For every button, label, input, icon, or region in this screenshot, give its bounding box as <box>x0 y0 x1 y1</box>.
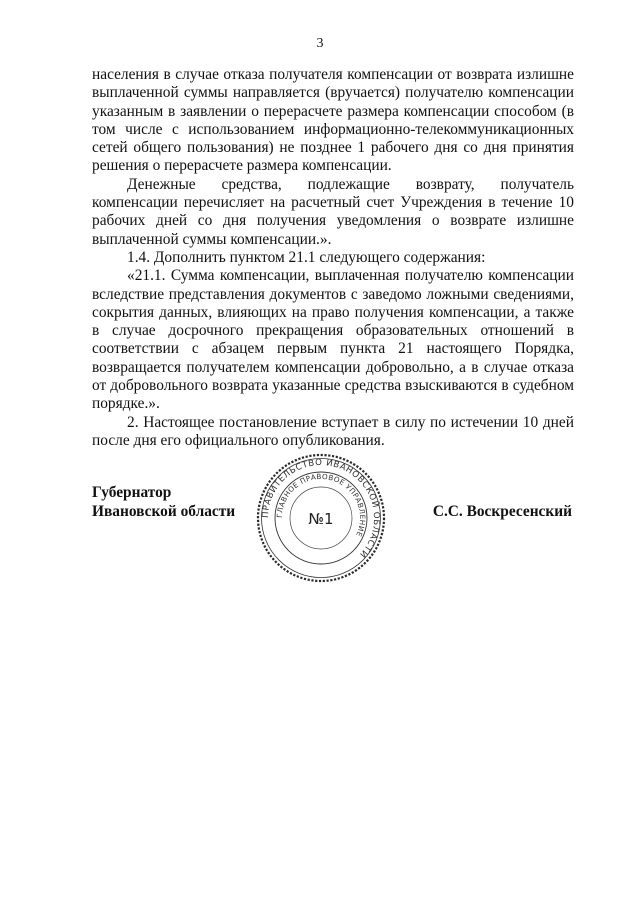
paragraph-item-21-1: «21.1. Сумма компенсации, выплаченная получателю компенсации вследствие представления документов с заведомо ложными сведениями, сокрытия данных, влияющих на право получения компенсации, а также в случае досрочного прекращения образовательных отношений в соответствии с абзацем первым пункта 21 настоящего Порядка, возвращается получателем компенсации добровольно, а в случае отказа от добровольного возврата указанные средства взыскиваются в судебном порядке.». <box>92 267 574 413</box>
signatory-position-line-2: Ивановской области <box>92 502 236 520</box>
signatory-name: С.С. Воскресенский <box>432 502 572 520</box>
signatory-position-line-1: Губернатор <box>92 484 172 501</box>
paragraph-refund-transfer: Денежные средства, подлежащие возврату, получатель компенсации перечисляет на расчетный счет Учреждения в течение 10 рабочих дней со дня получения уведомления о возврате излишне выплаченной суммы компенсации.». <box>92 175 574 248</box>
document-body <box>92 66 574 450</box>
paragraph-continuation: населения в случае отказа получателя компенсации от возврата излишне выплаченной суммы направляется (вручается) получателю компенсации указанным в заявлении о перерасчете размера компенсации способом (в том числе с использованием информационно-телекоммуникационных сетей общего пользования) не позднее 1 рабочего дня со дня принятия решения о перерасчете размера компенсации. <box>92 66 574 175</box>
signatory-position <box>92 484 235 521</box>
seal-number: №1 <box>308 510 334 528</box>
official-seal <box>255 452 387 584</box>
page-number: 3 <box>316 36 324 51</box>
paragraph-item-1-4: 1.4. Дополнить пунктом 21.1 следующего содержания: <box>127 248 486 266</box>
paragraph-item-2: 2. Настоящее постановление вступает в силу по истечении 10 дней после дня его официального опубликования. <box>92 413 574 449</box>
seal-inner-text: ГЛАВНОЕ ПРАВОВОЕ УПРАВЛЕНИЕ <box>274 471 368 539</box>
seal-ring-text: ПРАВИТЕЛЬСТВО ИВАНОВСКОЙ ОБЛАСТИ <box>260 457 382 560</box>
signature-block <box>92 457 574 624</box>
